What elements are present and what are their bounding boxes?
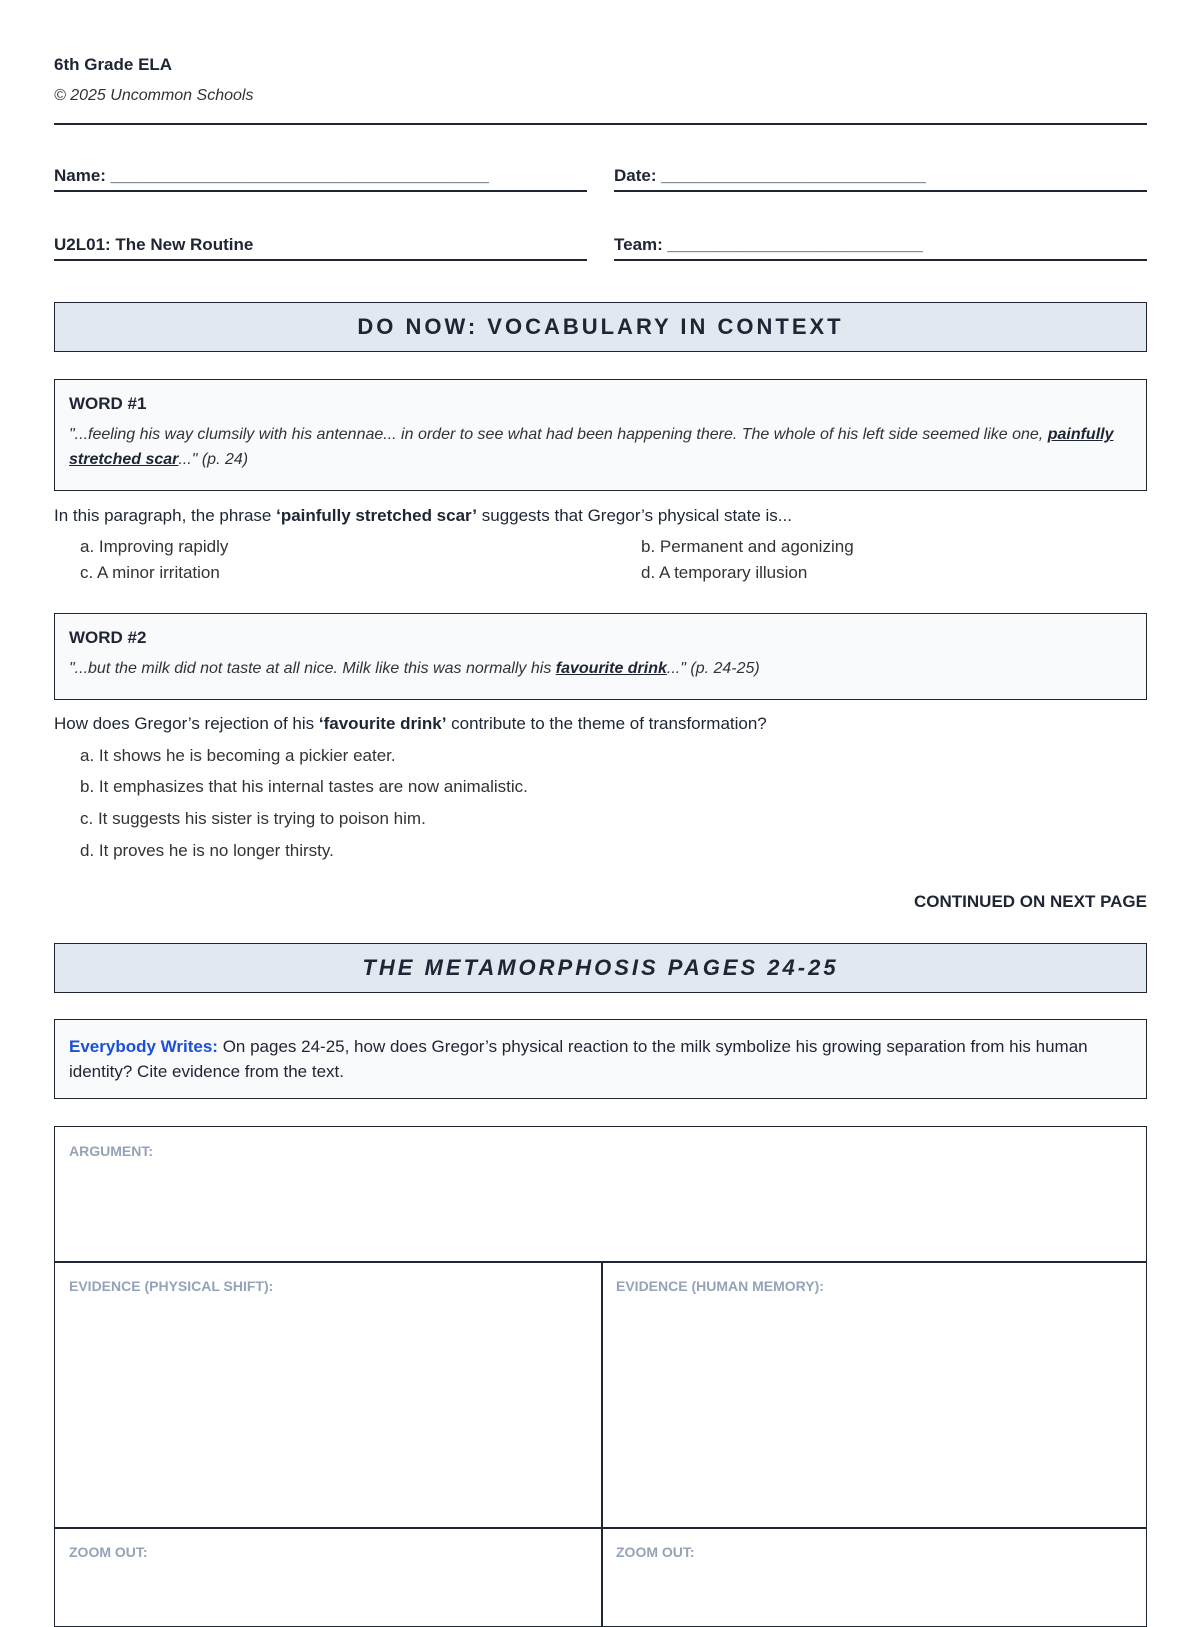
word1-quote: "...feeling his way clumsily with his antennae... in order to see what had been happening there. The whole of his left side seemed like one, painfully stretched scar..." (p. 24) bbox=[69, 426, 1114, 468]
word2-option-c[interactable]: c. It suggests his sister is trying to poison him. bbox=[80, 809, 426, 828]
word1-option-c[interactable]: c. A minor irritation bbox=[80, 563, 220, 582]
team-field[interactable]: Team: ___________________________ bbox=[614, 233, 1147, 261]
metamorphosis-header: THE METAMORPHOSIS PAGES 24-25 bbox=[54, 943, 1147, 993]
do-now-header: DO NOW: VOCABULARY IN CONTEXT bbox=[54, 302, 1147, 352]
word2-option-a[interactable]: a. It shows he is becoming a pickier eater. bbox=[80, 746, 396, 765]
word1-option-a[interactable]: a. Improving rapidly bbox=[80, 537, 229, 556]
word2-quote: "...but the milk did not taste at all nice. Milk like this was normally his favourite drink..." (p. 24-25) bbox=[69, 660, 760, 677]
evidence-physical-cell[interactable] bbox=[54, 1261, 603, 1529]
argument-cell[interactable] bbox=[54, 1126, 1147, 1263]
evidence-memory-label: EVIDENCE (HUMAN MEMORY): bbox=[616, 1278, 824, 1294]
zoom-out-cell-1[interactable] bbox=[54, 1527, 603, 1627]
continued-note: CONTINUED ON NEXT PAGE bbox=[914, 892, 1147, 911]
word1-option-b[interactable]: b. Permanent and agonizing bbox=[641, 537, 854, 556]
everybody-writes-prompt: On pages 24-25, how does Gregor’s physical reaction to the milk symbolize his growing separation from his human identity? Cite evidence from the text. bbox=[69, 1037, 1088, 1081]
zoom-out-cell-2[interactable] bbox=[601, 1527, 1147, 1627]
evidence-memory-cell[interactable] bbox=[601, 1261, 1147, 1529]
course-title: 6th Grade ELA bbox=[54, 55, 173, 74]
word1-question: In this paragraph, the phrase ‘painfully stretched scar’ suggests that Gregor’s physical state is... bbox=[54, 506, 792, 525]
word2-option-b[interactable]: b. It emphasizes that his internal tastes are now animalistic. bbox=[80, 777, 528, 796]
word2-box bbox=[54, 613, 1147, 700]
word2-option-d[interactable]: d. It proves he is no longer thirsty. bbox=[80, 841, 334, 860]
evidence-physical-label: EVIDENCE (PHYSICAL SHIFT): bbox=[69, 1278, 274, 1294]
zoom-out-label-1: ZOOM OUT: bbox=[69, 1544, 148, 1560]
copyright: © 2025 Uncommon Schools bbox=[54, 87, 254, 104]
argument-label: ARGUMENT: bbox=[69, 1143, 153, 1159]
word1-label: WORD #1 bbox=[69, 394, 147, 413]
everybody-writes-label: Everybody Writes: bbox=[69, 1037, 218, 1056]
word2-label: WORD #2 bbox=[69, 628, 147, 647]
zoom-out-label-2: ZOOM OUT: bbox=[616, 1544, 695, 1560]
header-divider bbox=[54, 123, 1147, 125]
word1-option-d[interactable]: d. A temporary illusion bbox=[641, 563, 808, 582]
name-field[interactable]: Name: ________________________________________ bbox=[54, 164, 587, 192]
everybody-writes-box bbox=[54, 1019, 1147, 1099]
word2-question: How does Gregor’s rejection of his ‘favourite drink’ contribute to the theme of transformation? bbox=[54, 714, 767, 733]
lesson-title: U2L01: The New Routine bbox=[54, 233, 587, 261]
word1-box bbox=[54, 379, 1147, 491]
date-field[interactable]: Date: ____________________________ bbox=[614, 164, 1147, 192]
